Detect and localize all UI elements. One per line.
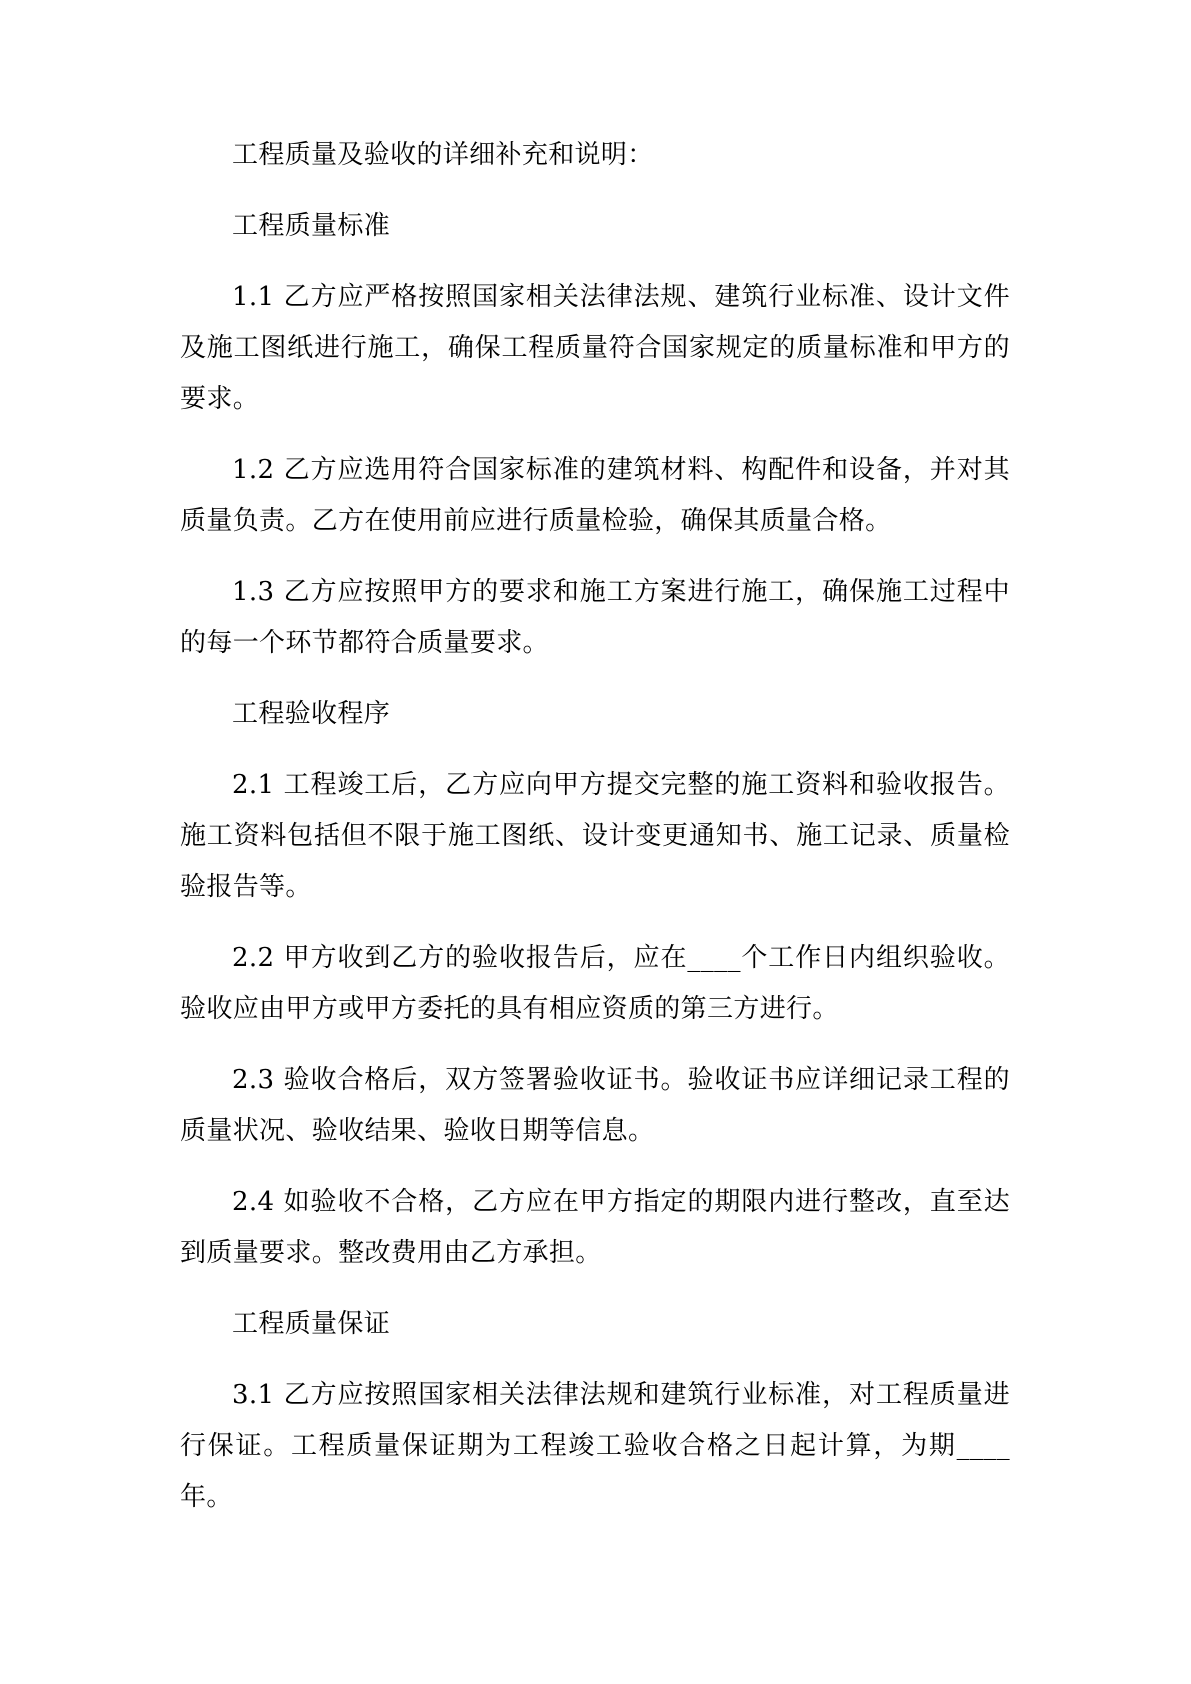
section-heading-quality-guarantee: 工程质量保证 — [232, 1309, 391, 1339]
clause-1-1: 1.1 乙方应严格按照国家相关法律法规、建筑行业标准、设计文件及施工图纸进行施工，确保工程质量符合国家规定的质量标准和甲方的要求。 — [180, 282, 1010, 414]
clause-2-4: 2.4 如验收不合格，乙方应在甲方指定的期限内进行整改，直至达到质量要求。整改费用由乙方承担。 — [180, 1187, 1010, 1268]
intro-paragraph: 工程质量及验收的详细补充和说明： — [232, 140, 654, 170]
clause-3-1: 3.1 乙方应按照国家相关法律法规和建筑行业标准，对工程质量进行保证。工程质量保证期为工程竣工验收合格之日起计算，为期____年。 — [180, 1380, 1010, 1512]
section-heading-acceptance-procedure: 工程验收程序 — [232, 699, 391, 729]
clause-2-2: 2.2 甲方收到乙方的验收报告后，应在____个工作日内组织验收。验收应由甲方或甲方委托的具有相应资质的第三方进行。 — [180, 943, 1010, 1024]
clause-2-3: 2.3 验收合格后，双方签署验收证书。验收证书应详细记录工程的质量状况、验收结果、验收日期等信息。 — [180, 1065, 1010, 1146]
document-body — [180, 130, 1010, 1543]
section-heading-quality-standard: 工程质量标准 — [232, 211, 391, 241]
clause-1-2: 1.2 乙方应选用符合国家标准的建筑材料、构配件和设备，并对其质量负责。乙方在使用前应进行质量检验，确保其质量合格。 — [180, 455, 1010, 536]
clause-1-3: 1.3 乙方应按照甲方的要求和施工方案进行施工，确保施工过程中的每一个环节都符合质量要求。 — [180, 577, 1010, 658]
clause-2-1: 2.1 工程竣工后，乙方应向甲方提交完整的施工资料和验收报告。施工资料包括但不限于施工图纸、设计变更通知书、施工记录、质量检验报告等。 — [180, 770, 1010, 902]
